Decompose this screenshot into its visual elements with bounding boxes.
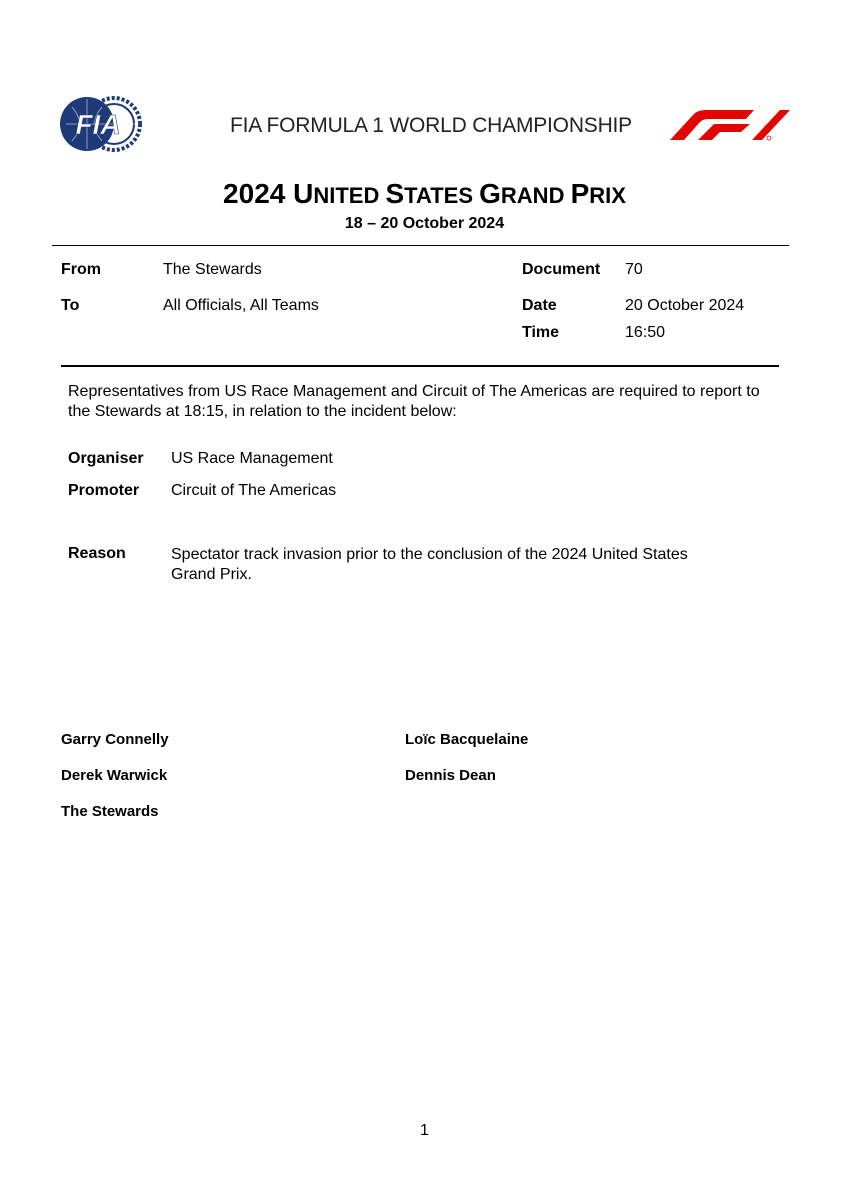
stewards-footer: The Stewards	[61, 803, 159, 820]
steward-name: Dennis Dean	[405, 767, 496, 784]
to-value: All Officials, All Teams	[163, 297, 319, 314]
from-value: The Stewards	[163, 261, 262, 278]
document-value: 70	[625, 261, 643, 278]
steward-name: Loïc Bacquelaine	[405, 731, 529, 748]
fia-logo	[58, 95, 142, 153]
page-number: 1	[420, 1122, 429, 1139]
intro-paragraph: Representatives from US Race Management and Circuit of The Americas are required to report to the Stewards at 18:15, in relation to the incident below:	[68, 383, 760, 420]
organiser-label: Organiser	[68, 450, 144, 467]
steward-name: Derek Warwick	[61, 767, 168, 784]
promoter-value: Circuit of The Americas	[171, 482, 337, 499]
date-value: 20 October 2024	[625, 297, 745, 314]
event-title: 2024 UNITED STATES GRAND PRIX	[223, 178, 626, 209]
meta-divider	[61, 365, 779, 367]
header-divider	[52, 245, 789, 246]
event-dates: 18 – 20 October 2024	[344, 215, 505, 232]
f1-logo	[668, 108, 790, 142]
steward-name: Garry Connelly	[61, 731, 169, 748]
time-value: 16:50	[625, 324, 666, 341]
from-label: From	[61, 261, 101, 278]
document-label: Document	[522, 261, 601, 278]
reason-value: Spectator track invasion prior to the conclusion of the 2024 United States Grand Prix.	[171, 546, 688, 583]
time-label: Time	[522, 324, 560, 341]
fia-logo-text: FIA	[75, 109, 121, 140]
championship-title: FIA FORMULA 1 WORLD CHAMPIONSHIP	[230, 114, 632, 137]
date-label: Date	[522, 297, 557, 314]
promoter-label: Promoter	[68, 482, 140, 499]
to-label: To	[61, 297, 80, 314]
organiser-value: US Race Management	[171, 450, 333, 467]
reason-label: Reason	[68, 545, 126, 562]
